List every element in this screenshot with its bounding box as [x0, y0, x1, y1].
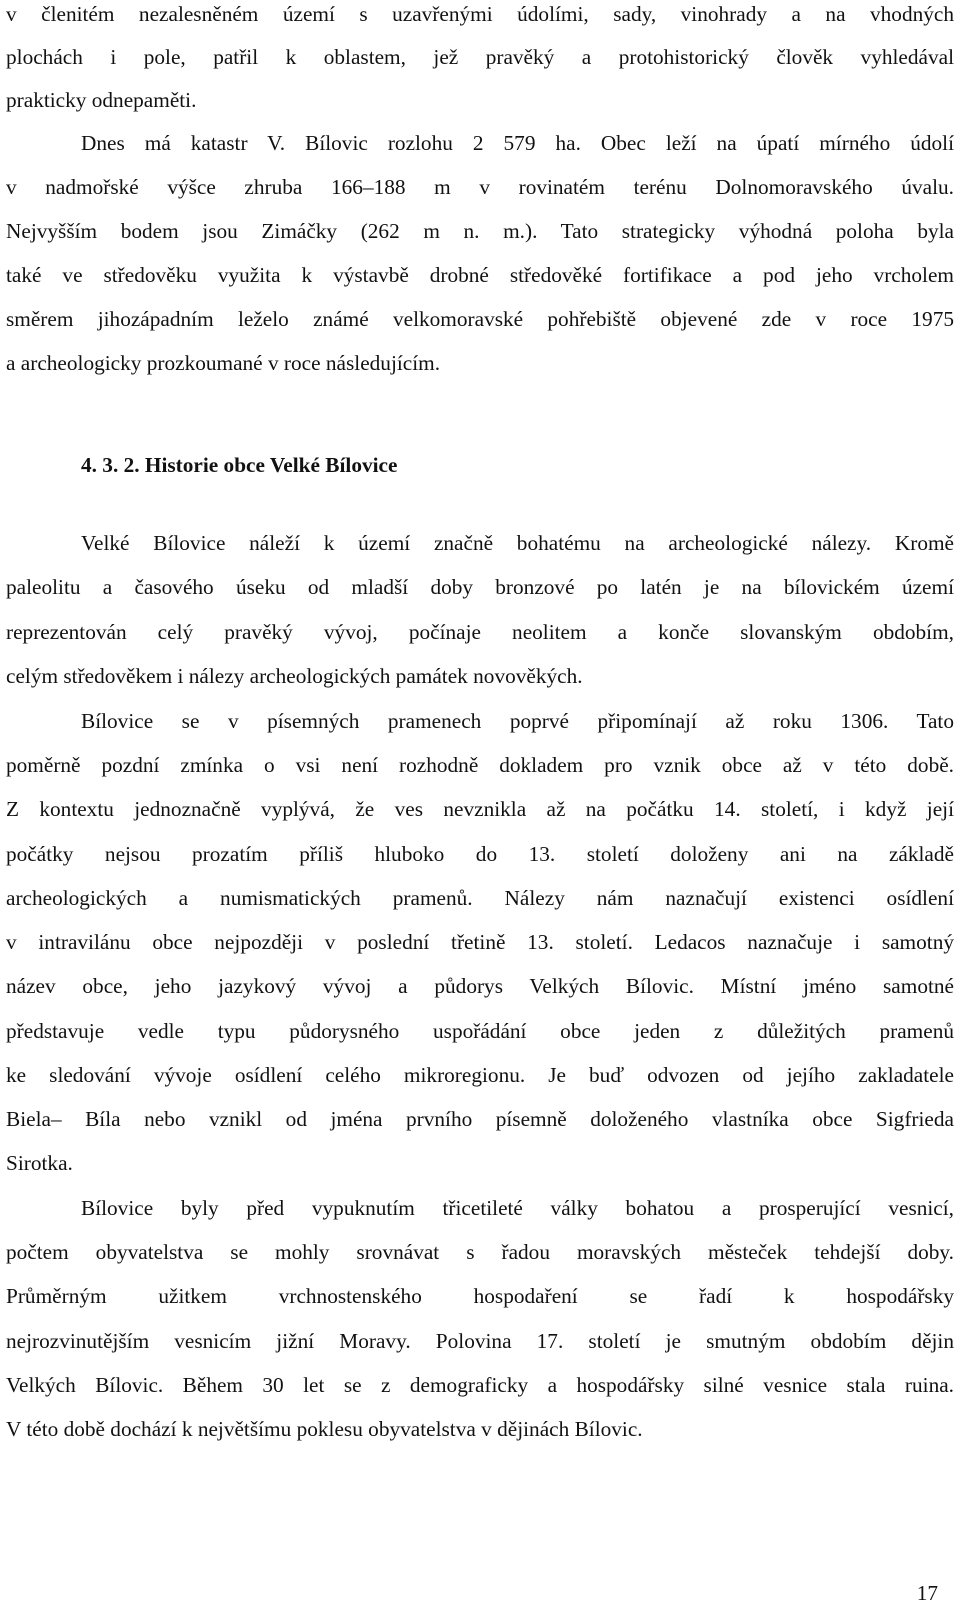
text-line: ke sledování vývoje osídlení celého mikroregionu. Je buď odvozen od jejího zakladatele	[6, 1063, 954, 1087]
text-line: Průměrným užitkem vrchnostenského hospodaření se řadí k hospodářsky	[6, 1284, 954, 1308]
text-line: poměrně pozdní zmínka o vsi není rozhodně dokladem pro vznik obce až v této době.	[6, 753, 954, 777]
section-heading: 4. 3. 2. Historie obce Velké Bílovice	[81, 453, 398, 477]
text-line: prakticky odnepaměti.	[6, 88, 197, 112]
text-line: Biela– Bíla nebo vznikl od jména prvního písemně doloženého vlastníka obce Sigfrieda	[6, 1107, 954, 1131]
text-line: Velkých Bílovic. Během 30 let se z demograficky a hospodářsky silné vesnice stala ruina.	[6, 1373, 954, 1397]
text-line: představuje vedle typu půdorysného uspořádání obce jeden z důležitých pramenů	[6, 1019, 954, 1043]
text-line: nejrozvinutějším vesnicím jižní Moravy. Polovina 17. století je smutným obdobím dějin	[6, 1329, 954, 1353]
text-line: paleolitu a časového úseku od mladší doby bronzové po latén je na bílovickém území	[6, 575, 954, 599]
text-line: plochách i pole, patřil k oblastem, jež pravěký a protohistorický člověk vyhledával	[6, 45, 954, 69]
text-line: v intravilánu obce nejpozději v poslední třetině 13. století. Ledacos naznačuje i samotný	[6, 930, 954, 954]
text-line: počtem obyvatelstva se mohly srovnávat s řadou moravských městeček tehdejší doby.	[6, 1240, 954, 1264]
text-line: v členitém nezalesněném území s uzavřenými údolími, sady, vinohrady a na vhodných	[6, 2, 954, 26]
text-line: směrem jihozápadním leželo známé velkomoravské pohřebiště objevené zde v roce 1975	[6, 307, 954, 331]
text-line: Bílovice se v písemných pramenech poprvé připomínají až roku 1306. Tato	[81, 709, 954, 733]
text-line: také ve středověku využita k výstavbě drobné středověké fortifikace a pod jeho vrcholem	[6, 263, 954, 287]
text-line: název obce, jeho jazykový vývoj a půdorys Velkých Bílovic. Místní jméno samotné	[6, 974, 954, 998]
text-line: počátky nejsou prozatím příliš hluboko do 13. století doloženy ani na základě	[6, 842, 954, 866]
text-line: Bílovice byly před vypuknutím třicetileté války bohatou a prosperující vesnicí,	[81, 1196, 954, 1220]
text-line: Velké Bílovice náleží k území značně bohatému na archeologické nálezy. Kromě	[81, 531, 954, 555]
text-line: celým středověkem i nálezy archeologických památek novověkých.	[6, 664, 583, 688]
page-number: 17	[916, 1581, 938, 1605]
text-line: Dnes má katastr V. Bílovic rozlohu 2 579 ha. Obec leží na úpatí mírného údolí	[81, 131, 954, 155]
text-line: Sirotka.	[6, 1151, 73, 1175]
text-line: V této době dochází k největšímu poklesu obyvatelstva v dějinách Bílovic.	[6, 1417, 643, 1441]
text-line: v nadmořské výšce zhruba 166–188 m v rovinatém terénu Dolnomoravského úvalu.	[6, 175, 954, 199]
text-line: a archeologicky prozkoumané v roce následujícím.	[6, 351, 441, 375]
text-line: Z kontextu jednoznačně vyplývá, že ves nevznikla až na počátku 14. století, i když její	[6, 797, 954, 821]
text-line: archeologických a numismatických pramenů. Nálezy nám naznačují existenci osídlení	[6, 886, 954, 910]
text-line: reprezentován celý pravěký vývoj, počínaje neolitem a konče slovanským obdobím,	[6, 620, 954, 644]
text-line: Nejvyšším bodem jsou Zimáčky (262 m n. m.). Tato strategicky výhodná poloha byla	[6, 219, 954, 243]
